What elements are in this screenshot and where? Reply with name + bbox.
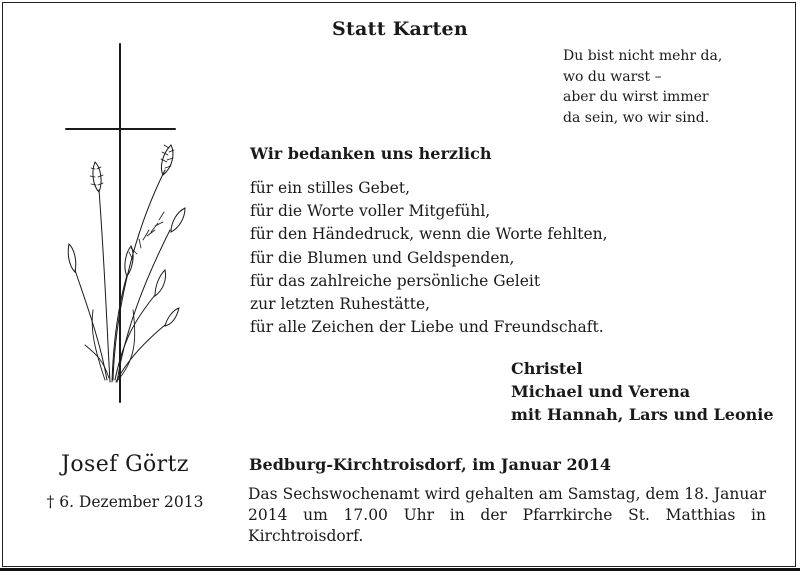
service-notice: Das Sechswochenamt wird gehalten am Samstag, dem 18. Januar 2014 um 17.00 Uhr in der Pfarrkirche St. Matthias in Kirchtroisdorf. <box>248 485 766 545</box>
thanks-title: Wir bedanken uns herzlich <box>250 144 492 163</box>
poem <box>563 46 722 128</box>
thanks-list <box>250 177 608 339</box>
poem-line: wo du warst – <box>563 68 662 85</box>
thanks-line: für den Händedruck, wenn die Worte fehlten, <box>250 225 608 244</box>
poem-line: aber du wirst immer <box>563 89 709 105</box>
death-date: 6. Dezember 2013 <box>59 493 204 511</box>
signer-line: Michael und Verena <box>511 382 691 401</box>
thanks-line: zur letzten Ruhestätte, <box>250 295 431 314</box>
cross-wheat-icon <box>55 40 195 410</box>
thanks-line: für alle Zeichen der Liebe und Freundschaft. <box>250 318 604 337</box>
signers <box>511 357 774 426</box>
thanks-line: für das zahlreiche persönliche Geleit <box>250 271 541 290</box>
place-date: Bedburg-Kirchtroisdorf, im Januar 2014 <box>249 455 611 474</box>
signer-line: Christel <box>511 359 583 378</box>
thanks-line: für ein stilles Gebet, <box>250 179 411 197</box>
signer-line: mit Hannah, Lars und Leonie <box>511 405 774 424</box>
dagger-icon: † <box>46 493 55 511</box>
thanks-line: für die Blumen und Geldspenden, <box>250 248 515 267</box>
thanks-line: für die Worte voller Mitgefühl, <box>250 202 491 221</box>
poem-line: da sein, wo wir sind. <box>563 109 710 126</box>
heading: Statt Karten <box>331 18 469 40</box>
poem-line: Du bist nicht mehr da, <box>563 48 723 64</box>
deceased-name: Josef Görtz <box>61 452 189 477</box>
death-date-line <box>40 493 210 511</box>
